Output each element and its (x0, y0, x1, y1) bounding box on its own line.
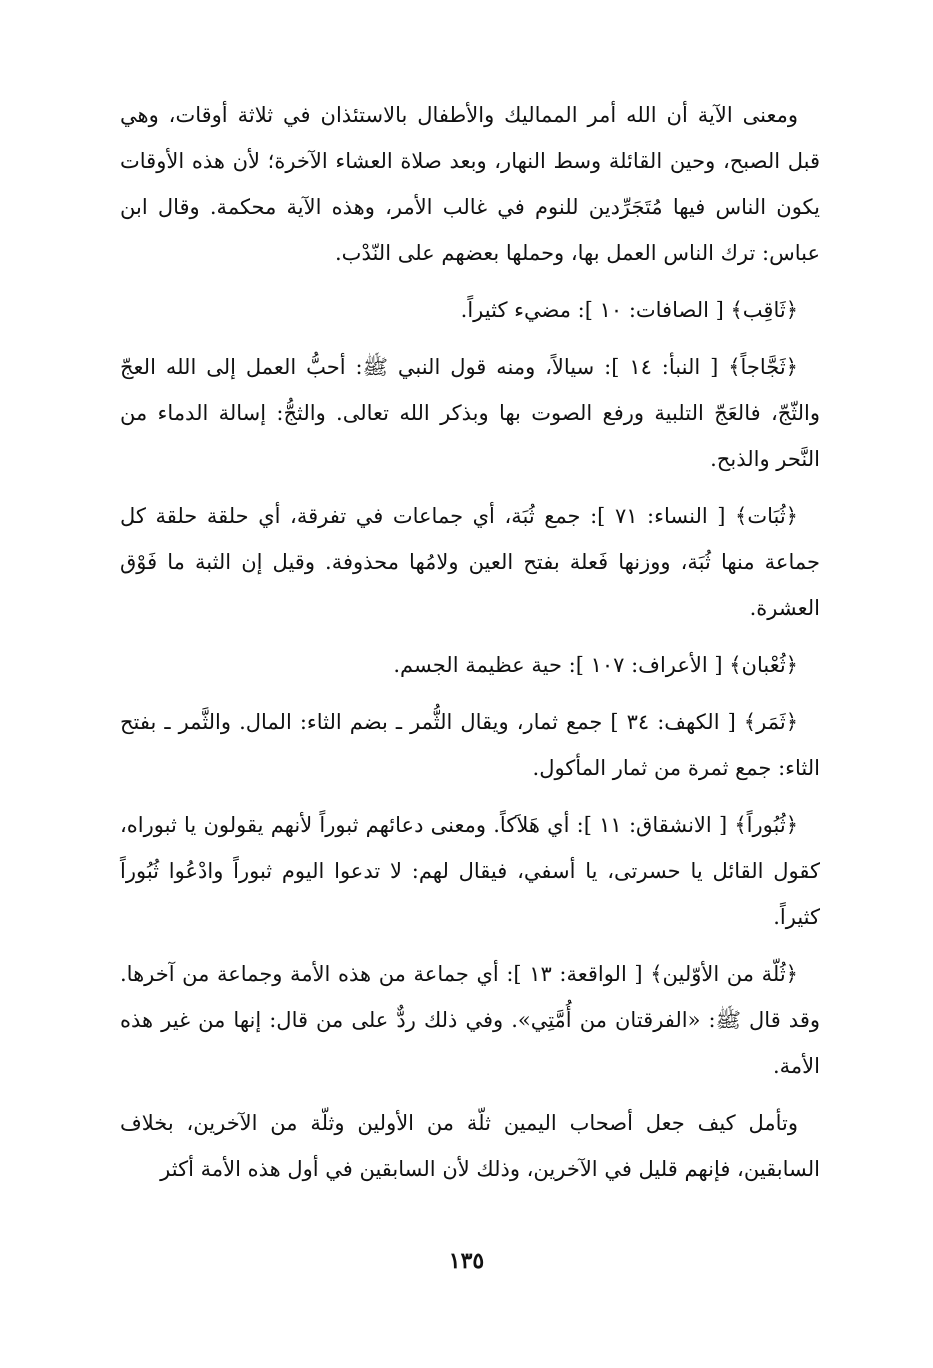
entry-thajjaj: ﴿ثَجَّاجاً﴾ [ النبأ: ١٤ ]: سيالاً، ومنه قول النبي ﷺ: أحبُّ العمل إلى الله العجّ والثّجّ، فالعَجّ التلبية ورفع الصوت بها وبذكر الله تعالى. والثجُّ: إسالة الدماء من النَّحر والذبح. (120, 355, 820, 471)
entry-thulla: ﴿ثُلّة من الأوّلين﴾ [ الواقعة: ١٣ ]: أي جماعة من هذه الأمة وجماعة من آخرها. وقد قال ﷺ: «الفرقتان من أُمَّتِي». وفي ذلك ردٌّ على من قال: إنها من غير هذه الأمة. (120, 962, 820, 1078)
entry-thaqib: ﴿ثَاقِب﴾ [ الصافات: ١٠ ]: مضيء كثيراً. (460, 298, 798, 322)
page-body (120, 92, 820, 1203)
paragraph-closing: وتأمل كيف جعل أصحاب اليمين ثلّة من الأولين وثلّة من الآخرين، بخلاف السابقين، فإنهم قليل في الآخرين، وذلك لأن السابقين في أول هذه الأمة أكثر (120, 1111, 820, 1181)
entry-thuban: ﴿ثُعْبان﴾ [ الأعراف: ١٠٧ ]: حية عظيمة الجسم. (393, 653, 798, 677)
entry-thamar: ﴿ثَمَر﴾ [ الكهف: ٣٤ ] جمع ثمار، ويقال الثُّمر ـ بضم الثاء: المال. والثَّمر ـ بفتح الثاء: جمع ثمرة من ثمار المأكول. (120, 710, 820, 780)
entry-thubat: ﴿ثُبَات﴾ [ النساء: ٧١ ]: جمع ثُبَة، أي جماعات في تفرقة، أي حلقة حلقة كل جماعة منها ثُبَة، ووزنها فَعلة بفتح العين ولامُها محذوفة. وقيل إن الثبة ما فَوْق العشرة. (120, 504, 820, 620)
page-number: ١٣٥ (448, 1248, 485, 1274)
paragraph-intro: ومعنى الآية أن الله أمر المماليك والأطفال بالاستئذان في ثلاثة أوقات، وهي قبل الصبح، وحين القائلة وسط النهار، وبعد صلاة العشاء الآخرة؛ لأن هذه الأوقات يكون الناس فيها مُتَجَرِّدين للنوم في غالب الأمر، وهذه الآية محكمة. وقال ابن عباس: ترك الناس العمل بها، وحملها بعضهم على النّدْب. (120, 103, 820, 265)
entry-thubur: ﴿ثُبُوراً﴾ [ الانشقاق: ١١ ]: أي هَلاَكاً. ومعنى دعائهم ثبوراً لأنهم يقولون يا ثبوراه، كقول القائل يا حسرتى، يا أسفي، فيقال لهم: لا تدعوا اليوم ثبوراً وادْعُوا ثُبُوراً كثيراً. (120, 813, 820, 929)
